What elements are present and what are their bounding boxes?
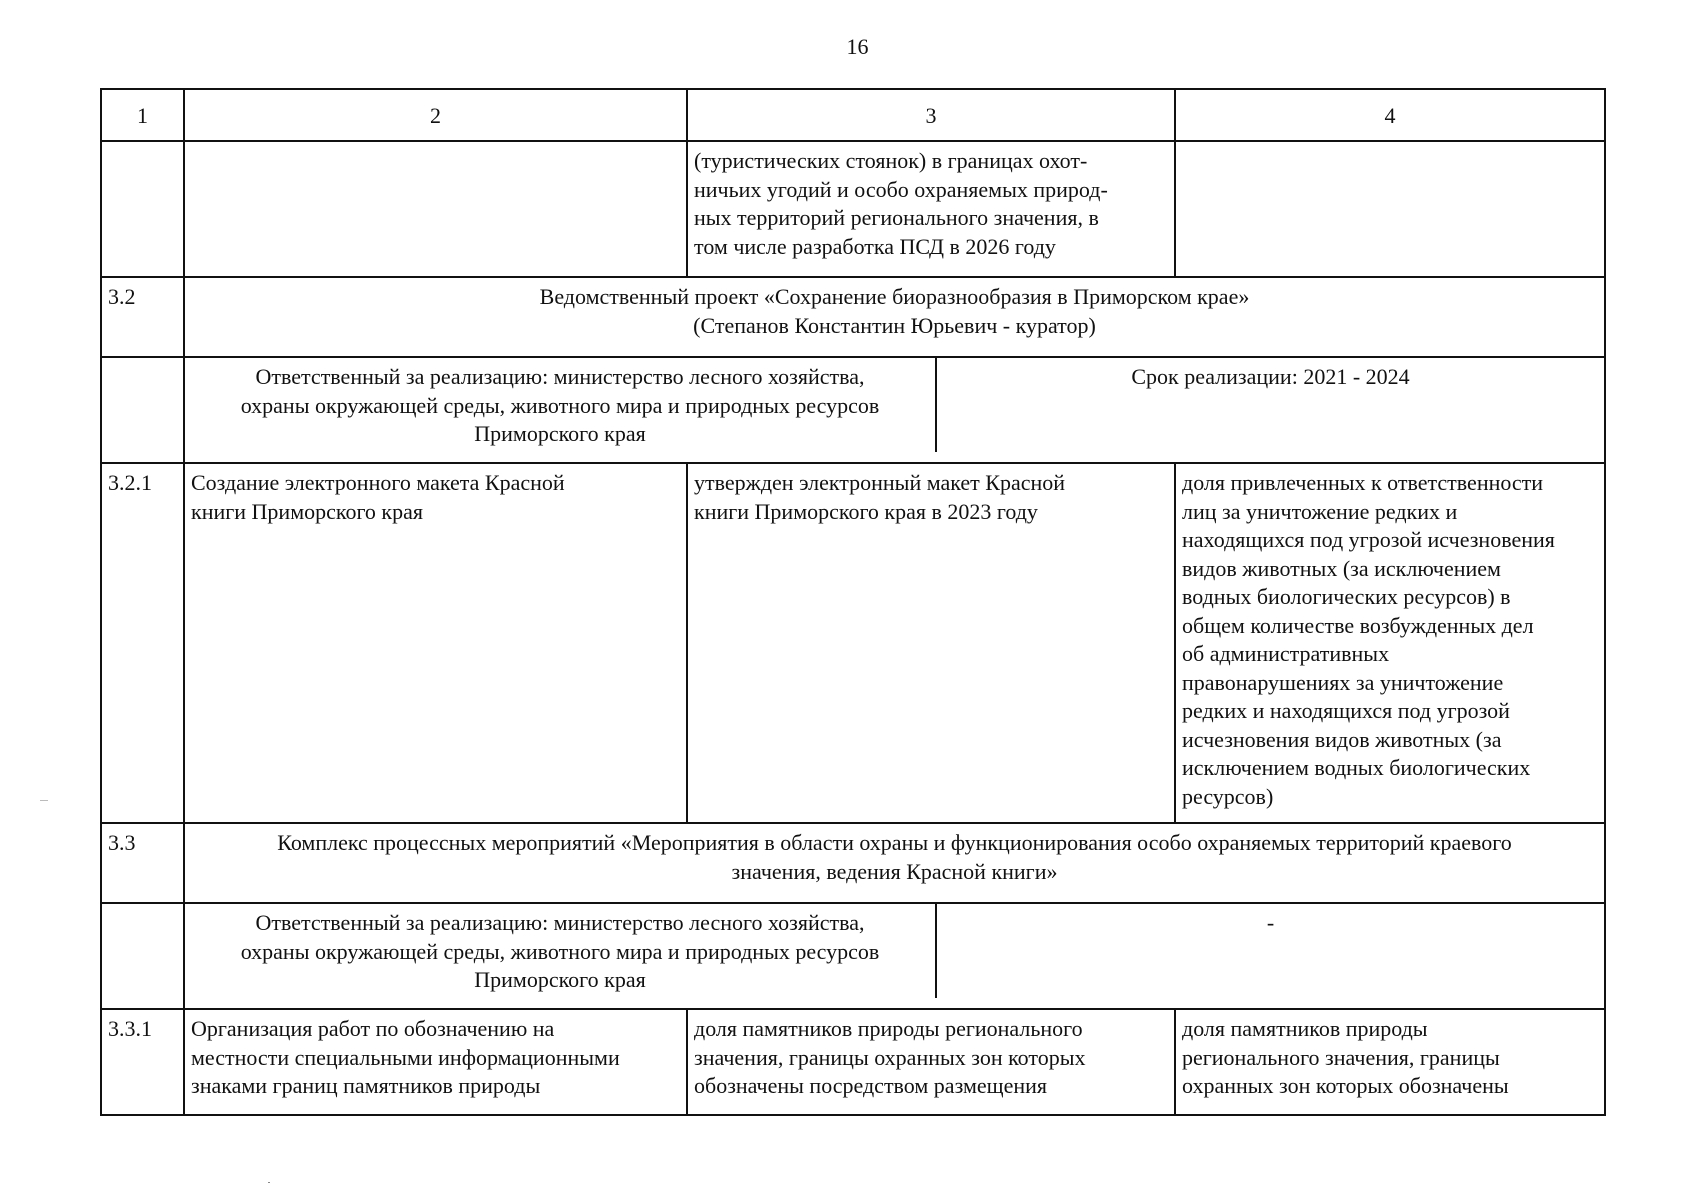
header-col-3: 3 (687, 89, 1175, 141)
responsible-3-2-text: Ответственный за реализацию: министерство лесного хозяйства, охраны окружающей среды, животного мира и природных ресурсов Приморского края (185, 358, 937, 452)
page-number: 16 (846, 34, 869, 59)
header-col-2: 2 (184, 89, 687, 141)
complex-3-3-title: Комплекс процессных мероприятий «Мероприятия в области охраны и функционирования особо охраняемых территорий краевого значения, ведения Красной книги» (184, 823, 1605, 903)
cont-num-cell (101, 141, 184, 277)
item-3-2-1-indicator: доля привлеченных к ответственности лиц за уничтожение редких и находящихся под угрозой исчезновения видов животных (за исключением водных биологических ресурсов) в общем количестве возбужденных дел об административных правонарушениях за уничтожение редких и находящихся под угрозой исчезновения видов животных (за исключением водных биологических ресурсов) (1175, 463, 1605, 823)
responsible-3-3-num-cell (101, 903, 184, 1009)
responsible-3-2-cell (184, 357, 1605, 463)
cont-col2-cell (184, 141, 687, 277)
row-number-3-3: 3.3 (101, 823, 184, 903)
project-3-2-title: Ведомственный проект «Сохранение биоразнообразия в Приморском крае» (Степанов Константин Юрьевич - куратор) (184, 277, 1605, 357)
continuation-row (101, 141, 1605, 277)
item-3-2-1-row (101, 463, 1605, 823)
scan-dot-mark (268, 1182, 270, 1183)
item-3-3-1-indicator: доля памятников природы регионального значения, границы охранных зон которых обозначены (1175, 1009, 1605, 1115)
program-table (100, 88, 1606, 1116)
header-row (101, 89, 1605, 141)
item-3-3-1-result: доля памятников природы регионального значения, границы охранных зон которых обозначены посредством размещения (687, 1009, 1175, 1115)
responsible-3-2-num-cell (101, 357, 184, 463)
responsible-3-3-text: Ответственный за реализацию: министерство лесного хозяйства, охраны окружающей среды, животного мира и природных ресурсов Приморского края (185, 904, 937, 998)
header-col-4: 4 (1175, 89, 1605, 141)
item-3-2-1-task: Создание электронного макета Красной книги Приморского края (184, 463, 687, 823)
row-number-3-3-1: 3.3.1 (101, 1009, 184, 1115)
cont-col4-cell (1175, 141, 1605, 277)
cont-result-cell: (туристических стоянок) в границах охот- ничьих угодий и особо охраняемых природ- ных территорий регионального значения, в том числе разработка ПСД в 2026 году (687, 141, 1175, 277)
complex-3-3-row (101, 823, 1605, 903)
responsible-3-3-split (185, 904, 1604, 998)
row-number-3-2-1: 3.2.1 (101, 463, 184, 823)
responsible-3-2-split (185, 358, 1604, 452)
item-3-2-1-result: утвержден электронный макет Красной книги Приморского края в 2023 году (687, 463, 1175, 823)
term-3-2-text: Срок реализации: 2021 - 2024 (1131, 364, 1410, 389)
row-number-3-2: 3.2 (101, 277, 184, 357)
project-3-2-row (101, 277, 1605, 357)
item-3-3-1-task: Организация работ по обозначению на местности специальными информационными знаками границ памятников природы (184, 1009, 687, 1115)
header-col-1: 1 (101, 89, 184, 141)
scan-edge-mark (40, 800, 48, 801)
project-3-2-responsible-row (101, 357, 1605, 463)
item-3-3-1-row (101, 1009, 1605, 1115)
term-3-3-text: - (1266, 910, 1275, 935)
responsible-3-3-cell (184, 903, 1605, 1009)
complex-3-3-responsible-row (101, 903, 1605, 1009)
